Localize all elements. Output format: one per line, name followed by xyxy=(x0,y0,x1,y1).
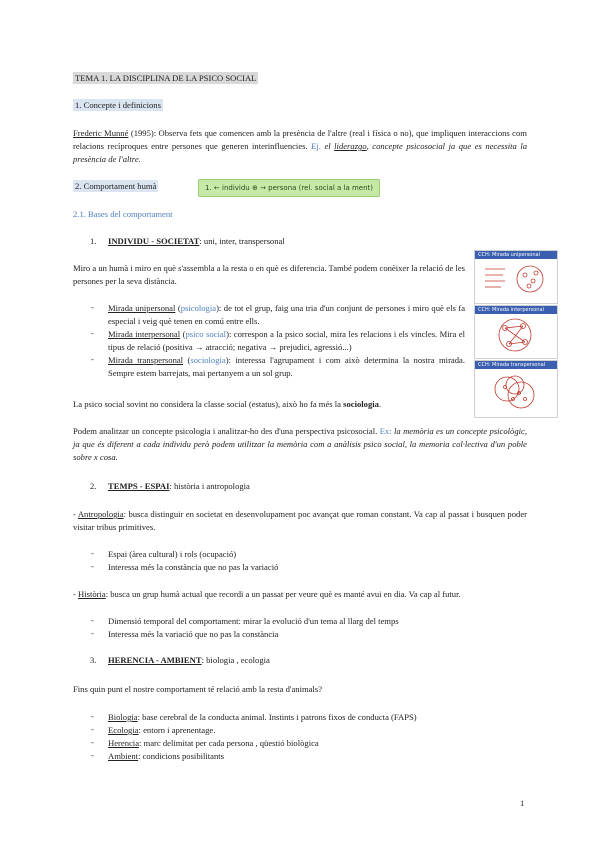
antropologia-list-item: Interessa més la constància que no pas la variació xyxy=(108,562,279,572)
ambient-list-item: Ambient: condicions posibilitants xyxy=(108,751,225,761)
historia-list-item: Dimensió temporal del comportament: mirar la evolució d'un tema al llarg del temps xyxy=(108,616,399,626)
biologia-list-item: Biologia: base cerebral de la conducta animal. Instints i patrons fixos de conducta (FAPS) xyxy=(108,712,417,722)
item-3-number: 3. xyxy=(90,655,97,665)
item-1-paragraph-2: La psico social sovint no considera la classe social (estatus), això ho fa més la sociologia. xyxy=(73,399,382,409)
list-item-interpersonal: Mirada interpersonal (psico social): correspon a la psico social, mira les relacions i els vincles. Mira el tipus de relació (positiva → atracció; negativa → prejudici, agressió...) xyxy=(108,329,465,352)
section-1-heading: 1. Concepte i definicions xyxy=(75,100,161,110)
diagram-unipersonal-icon xyxy=(475,259,557,303)
item-1-heading: INDIVIDU - SOCIETAT: uni, inter, transpersonal xyxy=(108,236,285,246)
historia-list-item: Interessa més la variació que no pas la constància xyxy=(108,629,279,639)
item-1-paragraph: Miro a un humà i miro en què s'assembla a la resta o en què es diferencia. També podem conèixer la relació de les persones per la seva distància. xyxy=(73,263,465,286)
ecologia-list-item: Ecologia: entorn i aprenentage. xyxy=(108,725,216,735)
item-1-number: 1. xyxy=(90,236,97,246)
item-1-paragraph-3: Podem analitzar un concepte psicologia i analitzar-ho des d'una perspectiva psicosocial. Ex: la memòria es un concepte psicològic, ja que és diferent a cada individu però podem utilitzar la memòria com a anàlisis psico social, la memoria col·lectiva d'un poble sobre x cosa. xyxy=(73,426,527,462)
thumbnail-unipersonal: CCH: Mirada unipersonal xyxy=(474,250,558,304)
subsection-2-1-heading: 2.1. Bases del comportament xyxy=(73,209,173,219)
handwritten-note-callout: 1. ← individu ⊕ → persona (rel. social a la ment) xyxy=(198,179,380,197)
section-1-paragraph: Frederic Munné (1995): Observa fets que comencen amb la presència de l'altre (real i física o no), que impliquen interaccions com relacions recíproques entre persones que generen interinfluencies. Ej. el liderazgo, concepte psicosocial ja que es necessita la presència de l'altre. xyxy=(73,128,528,164)
list-item-transpersonal: Mirada transpersonal (sociologia): interessa l'agrupament i com això determina la nostra mirada. Sempre estem barrejats, mai pertanyem a un sol grup. xyxy=(108,355,466,378)
document-title: TEMA 1. LA DISCIPLINA DE LA PSICO SOCIAL xyxy=(75,73,257,83)
diagram-interpersonal-icon xyxy=(475,314,557,358)
item-2-heading: TEMPS - ESPAI: història i antropologia xyxy=(108,481,250,491)
page-number: 1 xyxy=(520,798,525,808)
antropologia-list-item: Espai (àrea cultural) i rols (ocupació) xyxy=(108,549,237,559)
section-2-heading: 2. Comportament humà xyxy=(75,181,157,191)
herencia-list-item: Herencia: marc delimitat per cada persona , qüestió biològica xyxy=(108,738,319,748)
item-3-question: Fins quin punt el nostre comportament té relació amb la resta d'animals? xyxy=(73,684,323,694)
item-3-heading: HERENCIA - AMBIENT: biologia , ecologia xyxy=(108,655,270,665)
thumbnail-interpersonal: CCH: Mirada interpersonal xyxy=(474,305,558,359)
antropologia-paragraph: - Antropologia: busca distinguir en societat en desenvolupament poc avançat que roman constant. Va cap al passat i busquen poder visitar tribus primitives. xyxy=(73,509,527,532)
historia-paragraph: - Història: busca un grup humà actual que recordi a un passat per veure què es manté avui en dia. Va cap al futur. xyxy=(73,589,461,599)
diagram-transpersonal-icon xyxy=(475,369,557,417)
thumbnail-transpersonal: CCH: Mirada transpersonal xyxy=(474,360,558,418)
list-item-unipersonal: Mirada unipersonal (psicologia): de tot el grup, faig una tria d'un conjunt de persones i miro què els fa especial i veig què tenen en comú entre ells. xyxy=(108,303,466,326)
item-2-number: 2. xyxy=(90,481,97,491)
